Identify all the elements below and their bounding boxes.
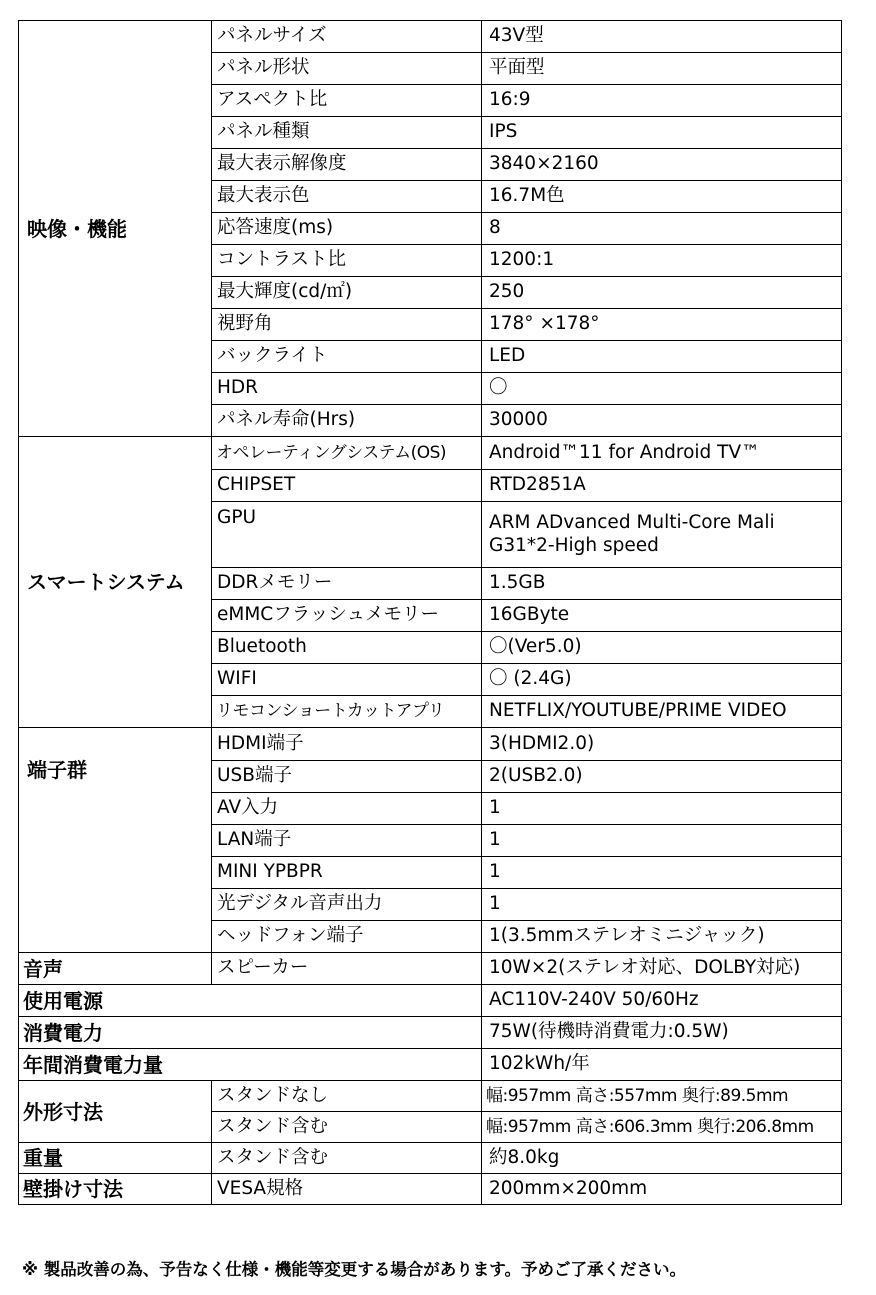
spec-value: 1	[482, 857, 842, 889]
spec-label: スタンド含む	[212, 1143, 482, 1174]
spec-label: MINI YPBPR	[212, 857, 482, 889]
table-row	[19, 1081, 842, 1112]
spec-value: 〇	[482, 373, 842, 405]
spec-label: リモコンショートカットアプリ	[212, 696, 482, 728]
spec-label: eMMCフラッシュメモリー	[212, 600, 482, 632]
spec-value: 16.7M色	[482, 181, 842, 213]
spec-value: NETFLIX/YOUTUBE/PRIME VIDEO	[482, 696, 842, 728]
spec-label: VESA規格	[212, 1174, 482, 1205]
spec-value: 16GByte	[482, 600, 842, 632]
spec-value: 10W×2(ステレオ対応、DOLBY対応)	[482, 953, 842, 985]
category-power: 使用電源	[19, 985, 482, 1017]
spec-value: 16:9	[482, 85, 842, 117]
spec-label: AV入力	[212, 793, 482, 825]
spec-label: WIFI	[212, 664, 482, 696]
category-annual: 年間消費電力量	[19, 1049, 482, 1081]
spec-value: Android™11 for Android TV™	[482, 437, 842, 470]
spec-value: 1.5GB	[482, 568, 842, 600]
spec-value: AC110V-240V 50/60Hz	[482, 985, 842, 1017]
spec-label: 最大表示色	[212, 181, 482, 213]
table-row	[19, 953, 842, 985]
spec-value: 〇(Ver5.0)	[482, 632, 842, 664]
spec-label: HDR	[212, 373, 482, 405]
spec-value: 43V型	[482, 21, 842, 53]
spec-value: LED	[482, 341, 842, 373]
table-row	[19, 1049, 842, 1081]
spec-label: Bluetooth	[212, 632, 482, 664]
spec-label: コントラスト比	[212, 245, 482, 277]
table-row	[19, 437, 842, 470]
table-row	[19, 985, 842, 1017]
spec-label: パネル寿命(Hrs)	[212, 405, 482, 437]
spec-label: DDRメモリー	[212, 568, 482, 600]
spec-value: 178° ×178°	[482, 309, 842, 341]
table-row	[19, 728, 842, 761]
spec-value: 1(3.5mmステレオミニジャック)	[482, 921, 842, 953]
spec-value: RTD2851A	[482, 470, 842, 502]
spec-value: 幅:957mm 高さ:557mm 奥行:89.5mm	[482, 1081, 842, 1112]
spec-label: LAN端子	[212, 825, 482, 857]
table-row	[19, 1143, 842, 1174]
spec-label: バックライト	[212, 341, 482, 373]
spec-value: 1200:1	[482, 245, 842, 277]
spec-label: アスペクト比	[212, 85, 482, 117]
spec-value: 約8.0kg	[482, 1143, 842, 1174]
spec-value: 平面型	[482, 53, 842, 85]
spec-label: オペレーティングシステム(OS)	[212, 437, 482, 470]
spec-value: 1	[482, 793, 842, 825]
category-video: 映像・機能	[19, 21, 212, 437]
spec-label: 最大輝度(cd/㎡)	[212, 277, 482, 309]
category-ports: 端子群	[19, 728, 212, 953]
spec-label: 視野角	[212, 309, 482, 341]
spec-value: 75W(待機時消費電力:0.5W)	[482, 1017, 842, 1049]
spec-label: パネル形状	[212, 53, 482, 85]
spec-value: 1	[482, 889, 842, 921]
spec-label: USB端子	[212, 761, 482, 793]
spec-value: 2(USB2.0)	[482, 761, 842, 793]
category-audio: 音声	[19, 953, 212, 985]
spec-label: 応答速度(ms)	[212, 213, 482, 245]
table-row	[19, 1017, 842, 1049]
spec-value: IPS	[482, 117, 842, 149]
spec-value: ARM ADvanced Multi-Core Mali G31*2-High speed	[482, 502, 842, 568]
spec-value: 102kWh/年	[482, 1049, 842, 1081]
spec-label: CHIPSET	[212, 470, 482, 502]
spec-value: 250	[482, 277, 842, 309]
category-weight: 重量	[19, 1143, 212, 1174]
spec-table	[18, 20, 842, 1205]
spec-label: 最大表示解像度	[212, 149, 482, 181]
spec-value: 幅:957mm 高さ:606.3mm 奥行:206.8mm	[482, 1112, 842, 1143]
spec-value: 1	[482, 825, 842, 857]
spec-label: パネル種類	[212, 117, 482, 149]
footnote: ※ 製品改善の為、予告なく仕様・機能等変更する場合があります。予めご了承ください。	[22, 1260, 686, 1279]
spec-value: 200mm×200mm	[482, 1174, 842, 1205]
spec-value: 3(HDMI2.0)	[482, 728, 842, 761]
spec-label: スタンドなし	[212, 1081, 482, 1112]
spec-label: パネルサイズ	[212, 21, 482, 53]
spec-value: 30000	[482, 405, 842, 437]
spec-value: 3840×2160	[482, 149, 842, 181]
spec-label: HDMI端子	[212, 728, 482, 761]
spec-value: 8	[482, 213, 842, 245]
spec-label: スピーカー	[212, 953, 482, 985]
spec-label: GPU	[212, 502, 482, 568]
spec-value: 〇 (2.4G)	[482, 664, 842, 696]
table-row	[19, 21, 842, 53]
spec-label: ヘッドフォン端子	[212, 921, 482, 953]
table-row	[19, 1174, 842, 1205]
category-dimensions: 外形寸法	[19, 1081, 212, 1143]
spec-label: スタンド含む	[212, 1112, 482, 1143]
category-consumption: 消費電力	[19, 1017, 482, 1049]
category-smart-system: スマートシステム	[19, 437, 212, 728]
category-wall-mount: 壁掛け寸法	[19, 1174, 212, 1205]
spec-label: 光デジタル音声出力	[212, 889, 482, 921]
